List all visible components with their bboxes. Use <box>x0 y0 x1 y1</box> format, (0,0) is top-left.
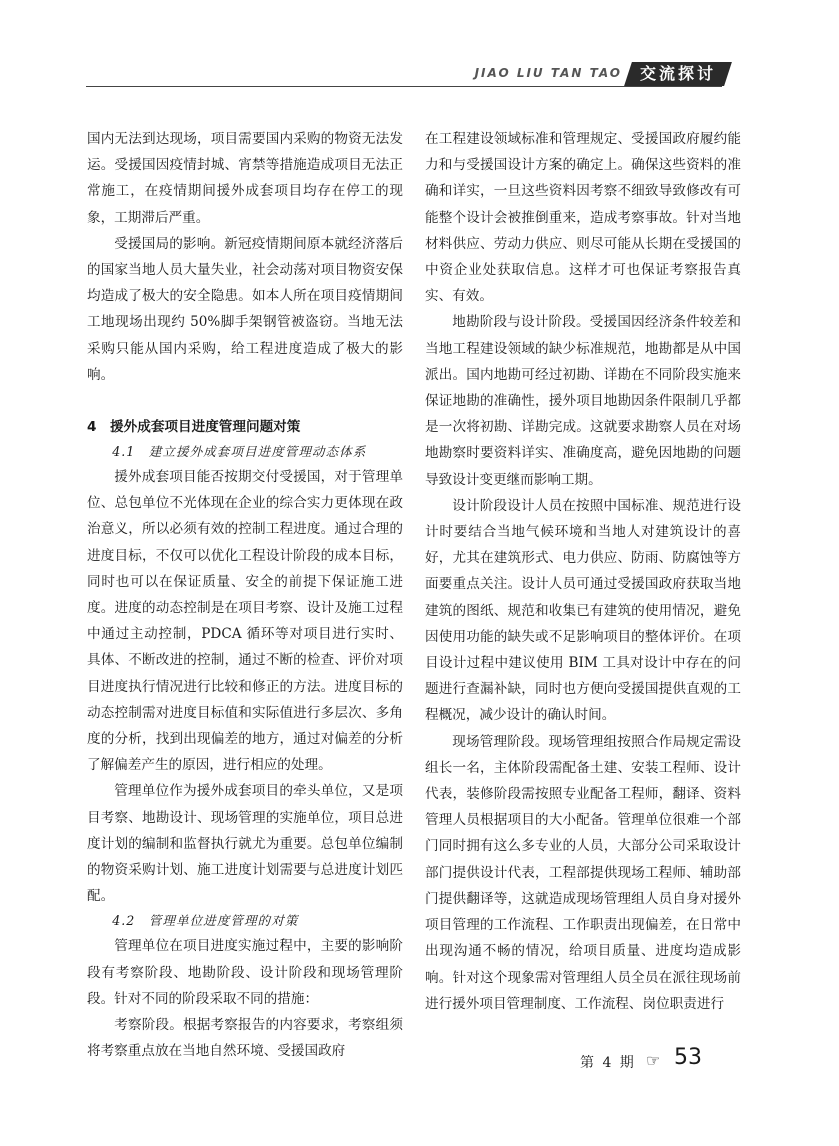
paragraph: 在工程建设领域标准和管理规定、受援国政府履约能力和与受援国设计方案的确定上。确保这些资料的准确和详实，一旦这些资料因考察不细致导致修改有可能整个设计会被推倒重来，造成考察事故。针对当地材料供应、劳动力供应、则尽可能从长期在受援国的中资企业处获取信息。这样才可也保证考察报告真实、有效。 <box>425 131 741 305</box>
subsection-heading: 4.1 建立援外成套项目进度管理动态体系 <box>112 444 367 460</box>
header-rule <box>86 86 722 87</box>
subsection-heading: 4.2 管理单位进度管理的对策 <box>112 913 299 929</box>
page-footer <box>580 1047 730 1077</box>
pointing-hand-icon: ☞ <box>646 1051 661 1070</box>
page-number: 53 <box>674 1045 702 1070</box>
header-english-title: JIAO LIU TAN TAO <box>474 66 622 80</box>
right-column <box>425 126 741 1017</box>
paragraph: 管理单位作为援外成套项目的牵头单位，又是项目考察、地勘设计、现场管理的实施单位，项目总进度计划的编制和监督执行就尤为重要。总包单位编制的物资采购计划、施工进度计划需要与总进度计划匹配。 <box>87 783 403 905</box>
paragraph: 考察阶段。根据考察报告的内容要求，考察组须将考察重点放在当地自然环境、受援国政府 <box>87 1017 403 1060</box>
paragraph: 地勘阶段与设计阶段。受援国因经济条件较差和当地工程建设领域的缺少标准规范，地勘都是从中国派出。国内地勘可经过初勘、详勘在不同阶段实施来保证地勘的准确性，援外项目地勘因条件限制几乎都是一次将初勘、详勘完成。这就要求勘察人员在对场地勘察时要资料详实、准确度高，避免因地勘的问题导致设计变更继而影响工期。 <box>425 314 741 488</box>
left-column <box>87 126 403 1065</box>
paragraph: 管理单位在项目进度实施过程中，主要的影响阶段有考察阶段、地勘阶段、设计阶段和现场管理阶段。针对不同的阶段采取不同的措施： <box>87 938 403 1007</box>
header-chinese-badge <box>624 62 732 86</box>
paragraph: 受援国局的影响。新冠疫情期间原本就经济落后的国家当地人员大量失业，社会动荡对项目物资安保均造成了极大的安全隐患。如本人所在项目疫情期间工地现场出现约 50%脚手架钢管被盗窃。当地无法采购只能从国内采购，给工程进度造成了极大的影响。 <box>87 235 403 383</box>
paragraph: 设计阶段设计人员在按照中国标准、规范进行设计时要结合当地气候环境和当地人对建筑设计的喜好，尤其在建筑形式、电力供应、防雨、防腐蚀等方面要重点关注。设计人员可通过受援国政府获取当地建筑的图纸、规范和收集已有建筑的使用情况，避免因使用功能的缺失或不足影响项目的整体评价。在项目设计过程中建议使用 BIM 工具对设计中存在的问题进行查漏补缺，同时也方便向受援国提供直观的工程概况，减少设计的确认时间。 <box>425 497 741 724</box>
section-heading: 4 援外成套项目进度管理问题对策 <box>87 419 301 436</box>
paragraph: 现场管理阶段。现场管理组按照合作局规定需设组长一名，主体阶段需配备土建、安装工程师、设计代表，装修阶段需按照专业配备工程师，翻译、资料管理人员根据项目的大小配备。管理单位很难一个部门同时拥有这么多专业的人员，大部分公司采取设计部门提供设计代表，工程部提供现场工程师、辅助部门提供翻译等，这就造成现场管理组人员自身对援外项目管理的工作流程、工作职责出现偏差，在日常中出现沟通不畅的情况，给项目质量、进度均造成影响。针对这个现象需对管理组人员全员在派往现场前进行援外项目管理制度、工作流程、岗位职责进行 <box>425 733 741 1012</box>
header-chinese-title: 交流探讨 <box>639 64 716 83</box>
paragraph: 国内无法到达现场，项目需要国内采购的物资无法发运。受援国因疫情封城、宵禁等措施造成项目无法正常施工，在疫情期间援外成套项目均存在停工的现象，工期滞后严重。 <box>87 131 403 226</box>
issue-label: 第 4 期 <box>580 1055 636 1071</box>
paragraph: 援外成套项目能否按期交付受援国，对于管理单位、总包单位不光体现在企业的综合实力更体现在政治意义，所以必须有效的控制工程进度。通过合理的进度目标，不仅可以优化工程设计阶段的成本目标，同时也可以在保证质量、安全的前提下保证施工进度。进度的动态控制是在项目考察、设计及施工过程中通过主动控制，PDCA 循环等对项目进行实时、具体、不断改进的控制，通过不断的检查、评价对项目进度执行情况进行比较和修正的方法。进度目标的动态控制需对进度目标值和实际值进行多层次、多角度的分析，找到出现偏差的地方，通过对偏差的分析了解偏差产生的原因，进行相应的处理。 <box>87 469 403 774</box>
